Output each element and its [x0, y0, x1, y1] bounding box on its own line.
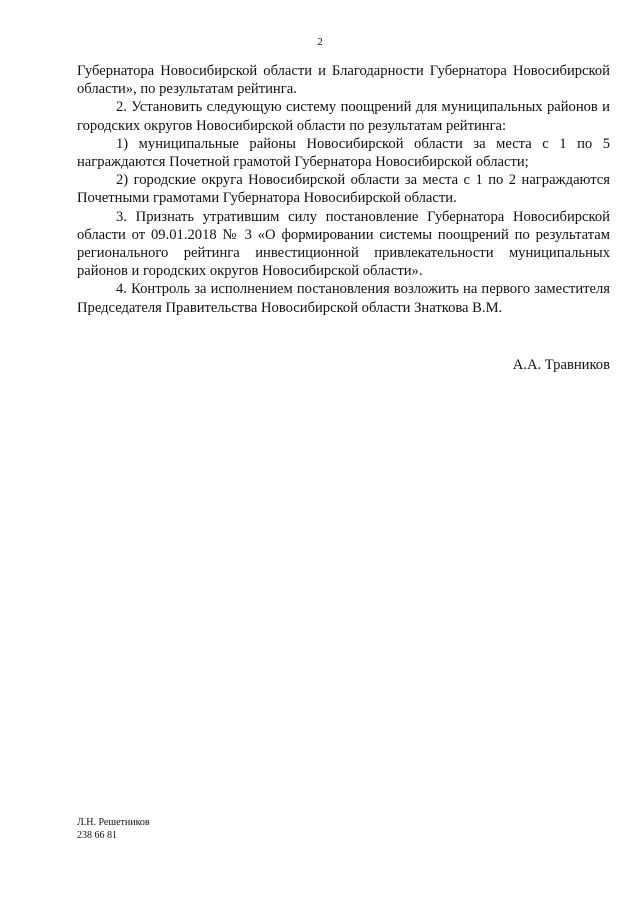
paragraph-continuation: Губернатора Новосибирской области и Благодарности Губернатора Новосибирской области», по результатам рейтинга.: [77, 63, 610, 98]
paragraph-item-4: 4. Контроль за исполнением постановления возложить на первого заместителя Председателя Правительства Новосибирской области Знаткова В.М.: [77, 281, 610, 316]
document-body: [77, 62, 610, 317]
executor-block: [77, 816, 150, 842]
page-number: 2: [317, 36, 323, 48]
executor-phone: 238 66 81: [77, 830, 117, 841]
paragraph-subitem-1: 1) муниципальные районы Новосибирской области за места с 1 по 5 награждаются Почетной грамотой Губернатора Новосибирской области;: [77, 135, 610, 171]
paragraph-subitem-2: 2) городские округа Новосибирской области за места с 1 по 2 награждаются Почетными грамотами Губернатора Новосибирской области.: [77, 172, 610, 207]
paragraph-item-2: 2. Установить следующую систему поощрений для муниципальных районов и городских округов Новосибирской области по результатам рейтинга:: [77, 99, 610, 134]
signature-name: А.А. Травников: [512, 357, 610, 373]
executor-name: Л.Н. Решетников: [77, 817, 150, 828]
paragraph-item-3: 3. Признать утратившим силу постановление Губернатора Новосибирской области от 09.01.2018 № 3 «О формировании системы поощрений по результатам регионального рейтинга инвестиционной привлекательности муниципальных районов и городских округов Новосибирской области».: [77, 208, 610, 280]
